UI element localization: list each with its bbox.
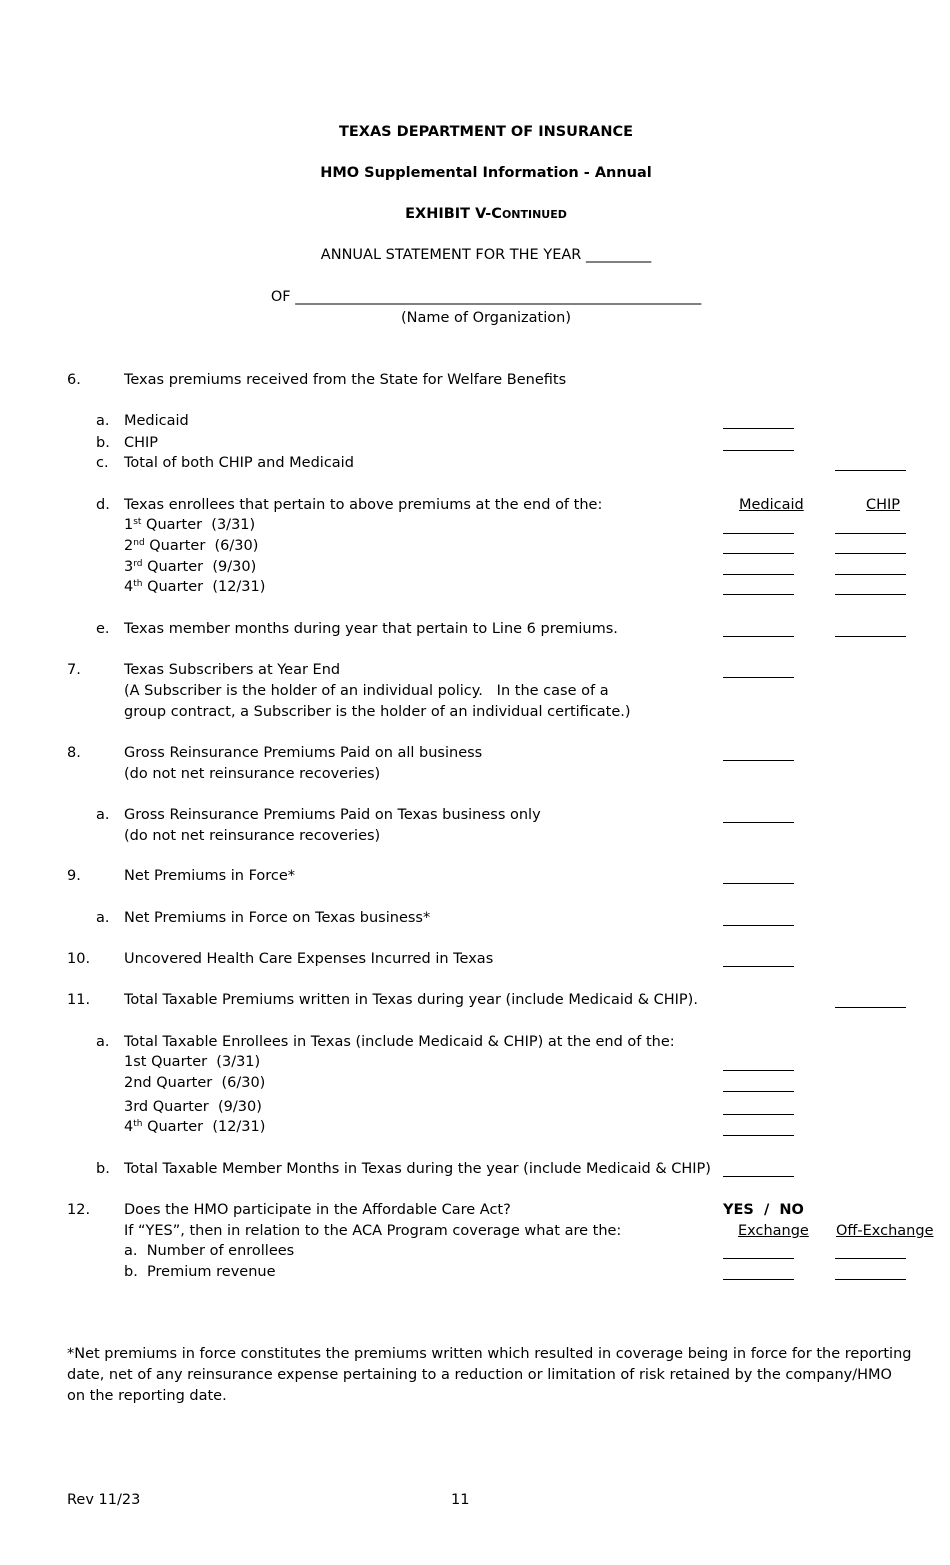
- item-6d-q3-chip-blank[interactable]: [835, 574, 906, 575]
- organization-name-blank[interactable]: ________________________________________________________: [295, 289, 702, 305]
- item-11-number: 11.: [67, 992, 91, 1008]
- agency-title: TEXAS DEPARTMENT OF INSURANCE: [338, 124, 634, 140]
- item-6c-total-blank[interactable]: [835, 470, 906, 471]
- item-7-blank[interactable]: [723, 677, 794, 678]
- item-11-text: Total Taxable Premiums written in Texas during year (include Medicaid & CHIP).: [124, 992, 698, 1008]
- organization-line: OF ________________________________________________________: [270, 289, 702, 305]
- item-9-text: Net Premiums in Force*: [124, 868, 296, 884]
- item-12-line1: Does the HMO participate in the Affordable Care Act?: [124, 1202, 511, 1218]
- item-6b-letter: b.: [96, 435, 110, 451]
- item-12b-text: b. Premium revenue: [124, 1264, 276, 1280]
- yes-no-choice[interactable]: YES / NO: [723, 1202, 804, 1218]
- item-6a-letter: a.: [96, 413, 110, 429]
- item-6d-q2-medicaid-blank[interactable]: [723, 553, 794, 554]
- item-11b-letter: b.: [96, 1161, 110, 1177]
- item-6e-chip-blank[interactable]: [835, 636, 906, 637]
- item-11a-q3: 3rd Quarter (9/30): [124, 1099, 262, 1115]
- item-8a-letter: a.: [96, 807, 110, 823]
- item-12-line2: If “YES”, then in relation to the ACA Program coverage what are the:: [124, 1223, 622, 1239]
- item-7-number: 7.: [67, 662, 81, 678]
- item-10-blank[interactable]: [723, 966, 794, 967]
- item-12a-off-exchange-blank[interactable]: [835, 1258, 906, 1259]
- medicaid-column-header: Medicaid: [739, 497, 804, 513]
- item-8a-line2: (do not net reinsurance recoveries): [124, 828, 381, 844]
- item-9a-letter: a.: [96, 910, 110, 926]
- page-number: 11: [451, 1492, 470, 1508]
- item-9-blank[interactable]: [723, 883, 794, 884]
- item-6d-q4-chip-blank[interactable]: [835, 594, 906, 595]
- item-6d-q4-medicaid-blank[interactable]: [723, 594, 794, 595]
- item-12b-off-exchange-blank[interactable]: [835, 1279, 906, 1280]
- item-11a-q1-blank[interactable]: [723, 1070, 794, 1071]
- item-9a-blank[interactable]: [723, 925, 794, 926]
- item-6e-letter: e.: [96, 621, 110, 637]
- exhibit-title: EXHIBIT V-CONTINUED: [405, 206, 567, 222]
- item-6d-q1: 1st Quarter (3/31): [124, 517, 256, 533]
- annual-statement-line: ANNUAL STATEMENT FOR THE YEAR _________: [320, 247, 652, 263]
- item-12a-exchange-blank[interactable]: [723, 1258, 794, 1259]
- item-12b-exchange-blank[interactable]: [723, 1279, 794, 1280]
- item-6d-q1-medicaid-blank[interactable]: [723, 533, 794, 534]
- item-9a-text: Net Premiums in Force on Texas business*: [124, 910, 431, 926]
- item-6d-q3-medicaid-blank[interactable]: [723, 574, 794, 575]
- item-11a-q4-blank[interactable]: [723, 1135, 794, 1136]
- item-6c-letter: c.: [96, 455, 109, 471]
- item-8a-line1: Gross Reinsurance Premiums Paid on Texas business only: [124, 807, 541, 823]
- item-6a-text: Medicaid: [124, 413, 189, 429]
- item-10-number: 10.: [67, 951, 91, 967]
- item-9-number: 9.: [67, 868, 81, 884]
- year-blank[interactable]: _________: [585, 247, 652, 263]
- item-6d-letter: d.: [96, 497, 110, 513]
- item-11a-q4: 4th Quarter (12/31): [124, 1119, 266, 1135]
- footnote: *Net premiums in force constitutes the premiums written which resulted in coverage being in force for the reporting date, net of any reinsurance expense pertaining to a reduction or limitation of risk retained by the company/HMO on the reporting date.: [67, 1346, 912, 1404]
- item-11a-q2: 2nd Quarter (6/30): [124, 1075, 266, 1091]
- item-6e-text: Texas member months during year that pertain to Line 6 premiums.: [124, 621, 618, 637]
- item-8-number: 8.: [67, 745, 81, 761]
- revision-label: Rev 11/23: [67, 1492, 141, 1508]
- item-11b-text: Total Taxable Member Months in Texas during the year (include Medicaid & CHIP): [124, 1161, 711, 1177]
- item-6b-chip-blank[interactable]: [723, 450, 794, 451]
- item-6d-q4: 4th Quarter (12/31): [124, 579, 266, 595]
- item-8-blank[interactable]: [723, 760, 794, 761]
- item-6d-q2: 2nd Quarter (6/30): [124, 538, 259, 554]
- item-11a-q3-blank[interactable]: [723, 1114, 794, 1115]
- item-6-text: Texas premiums received from the State for Welfare Benefits: [124, 372, 567, 388]
- item-11b-blank[interactable]: [723, 1176, 794, 1177]
- item-7-line2: (A Subscriber is the holder of an individual policy. In the case of a: [124, 683, 609, 699]
- item-6e-medicaid-blank[interactable]: [723, 636, 794, 637]
- item-7-line3: group contract, a Subscriber is the holder of an individual certificate.): [124, 704, 631, 720]
- item-12-number: 12.: [67, 1202, 91, 1218]
- exchange-column-header: Exchange: [738, 1223, 809, 1239]
- item-6d-q3: 3rd Quarter (9/30): [124, 559, 257, 575]
- item-6b-text: CHIP: [124, 435, 159, 451]
- item-11a-letter: a.: [96, 1034, 110, 1050]
- item-6d-q1-chip-blank[interactable]: [835, 533, 906, 534]
- item-6-number: 6.: [67, 372, 81, 388]
- item-12a-text: a. Number of enrollees: [124, 1243, 295, 1259]
- item-6d-q2-chip-blank[interactable]: [835, 553, 906, 554]
- form-title: HMO Supplemental Information - Annual: [320, 165, 652, 181]
- item-11a-q2-blank[interactable]: [723, 1091, 794, 1092]
- item-6c-text: Total of both CHIP and Medicaid: [124, 455, 354, 471]
- item-6a-medicaid-blank[interactable]: [723, 428, 794, 429]
- item-11-blank[interactable]: [835, 1007, 906, 1008]
- organization-caption: (Name of Organization): [401, 310, 571, 326]
- item-8a-blank[interactable]: [723, 822, 794, 823]
- item-6d-text: Texas enrollees that pertain to above premiums at the end of the:: [124, 497, 603, 513]
- item-8-line2: (do not net reinsurance recoveries): [124, 766, 381, 782]
- item-11a-q1: 1st Quarter (3/31): [124, 1054, 261, 1070]
- off-exchange-column-header: Off-Exchange: [836, 1223, 934, 1239]
- item-11a-text: Total Taxable Enrollees in Texas (include Medicaid & CHIP) at the end of the:: [124, 1034, 675, 1050]
- item-10-text: Uncovered Health Care Expenses Incurred in Texas: [124, 951, 494, 967]
- item-7-line1: Texas Subscribers at Year End: [124, 662, 341, 678]
- item-8-line1: Gross Reinsurance Premiums Paid on all business: [124, 745, 483, 761]
- chip-column-header: CHIP: [866, 497, 901, 513]
